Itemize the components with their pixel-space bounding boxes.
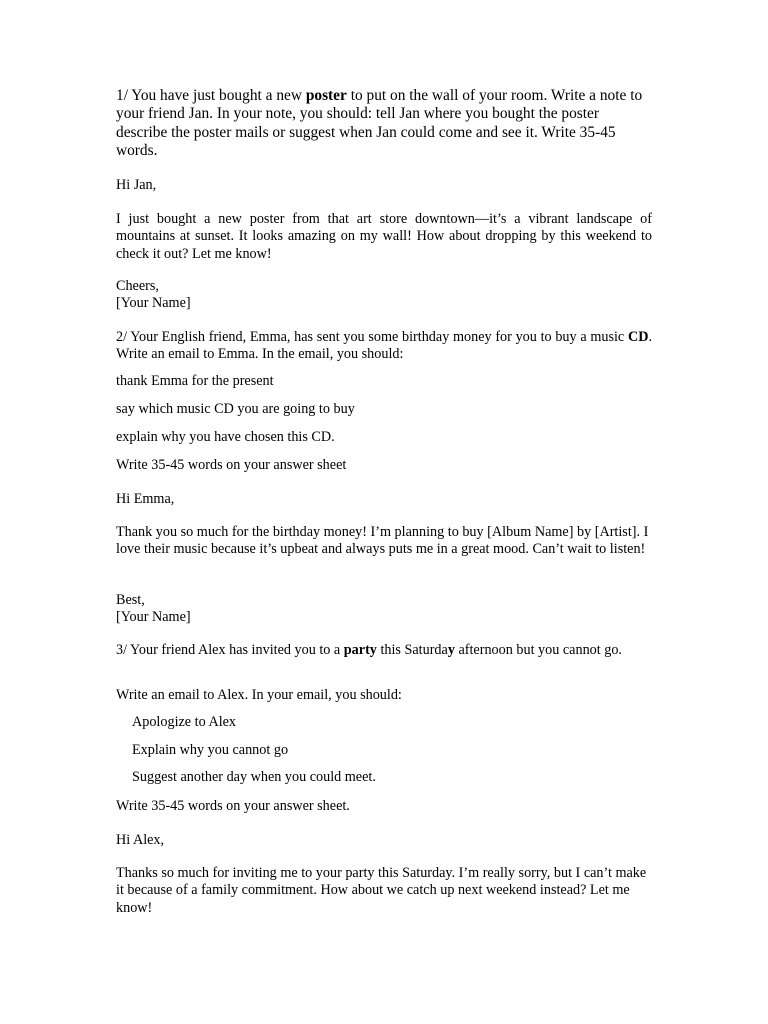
- q2-prompt-text: 2/ Your English friend, Emma, has sent you some birthday money for you to buy a music: [116, 329, 628, 345]
- q1-body: I just bought a new poster from that art store downtown—it’s a vibrant landscape of mountains at sunset. It looks amazing on my wall! How about dropping by this weekend to check it out? Let me know!: [116, 211, 652, 262]
- q3-point: Apologize to Alex: [132, 714, 237, 730]
- q2-closing: Best,: [116, 592, 145, 608]
- q1-prompt-text-2: to put on the wall of your room. Write a note to your friend Jan. In your note, you should: tell Jan where you bought the poster describe the poster mails or suggest when Jan could come and see it. Write 35-45 words.: [116, 87, 643, 159]
- q1-prompt-bold: poster: [305, 87, 347, 104]
- q1-closing: Cheers,: [116, 278, 159, 294]
- q3-prompt-bold-2: y: [447, 642, 455, 658]
- q3-prompt-text: 3/ Your friend Alex has invited you to a: [116, 642, 344, 658]
- q3-body: Thanks so much for inviting me to your party this Saturday. I’m really sorry, but I can’t make it because of a family commitment. How about we catch up next weekend instead? Let me know!: [116, 865, 647, 916]
- q3-prompt-text-2: this Saturda: [376, 642, 448, 658]
- q3-prompt-bold: party: [343, 642, 377, 658]
- q3-prompt: [116, 642, 652, 659]
- q2-prompt-bold: CD: [627, 329, 649, 345]
- q3-point: Suggest another day when you could meet.: [132, 769, 376, 785]
- q3-prompt-text-3: afternoon but you cannot go.: [454, 642, 622, 658]
- q2-greeting: Hi Emma,: [116, 491, 175, 507]
- q2-body: Thank you so much for the birthday money! I’m planning to buy [Album Name] by [Artist]. I love their music because it’s upbeat and always puts me in a great mood. Can’t wait to listen!: [116, 524, 649, 558]
- q3-point: Explain why you cannot go: [132, 742, 289, 758]
- q1-greeting: Hi Jan,: [116, 177, 157, 193]
- q2-signature: [Your Name]: [116, 609, 191, 625]
- q2-word-count: Write 35-45 words on your answer sheet: [116, 457, 347, 473]
- q2-prompt-text-2: . Write an email to Emma. In the email, you should:: [116, 329, 652, 363]
- q1-signature: [Your Name]: [116, 295, 191, 311]
- q3-instruction: Write an email to Alex. In your email, you should:: [116, 687, 402, 703]
- q2-prompt: [116, 329, 652, 364]
- q3-word-count: Write 35-45 words on your answer sheet.: [116, 798, 350, 814]
- q3-greeting: Hi Alex,: [116, 832, 165, 848]
- q1-prompt-text: 1/ You have just bought a new: [116, 87, 306, 104]
- q2-point: explain why you have chosen this CD.: [116, 429, 335, 445]
- q2-point: say which music CD you are going to buy: [116, 401, 355, 417]
- q2-point: thank Emma for the present: [116, 373, 274, 389]
- q1-prompt: [116, 87, 652, 160]
